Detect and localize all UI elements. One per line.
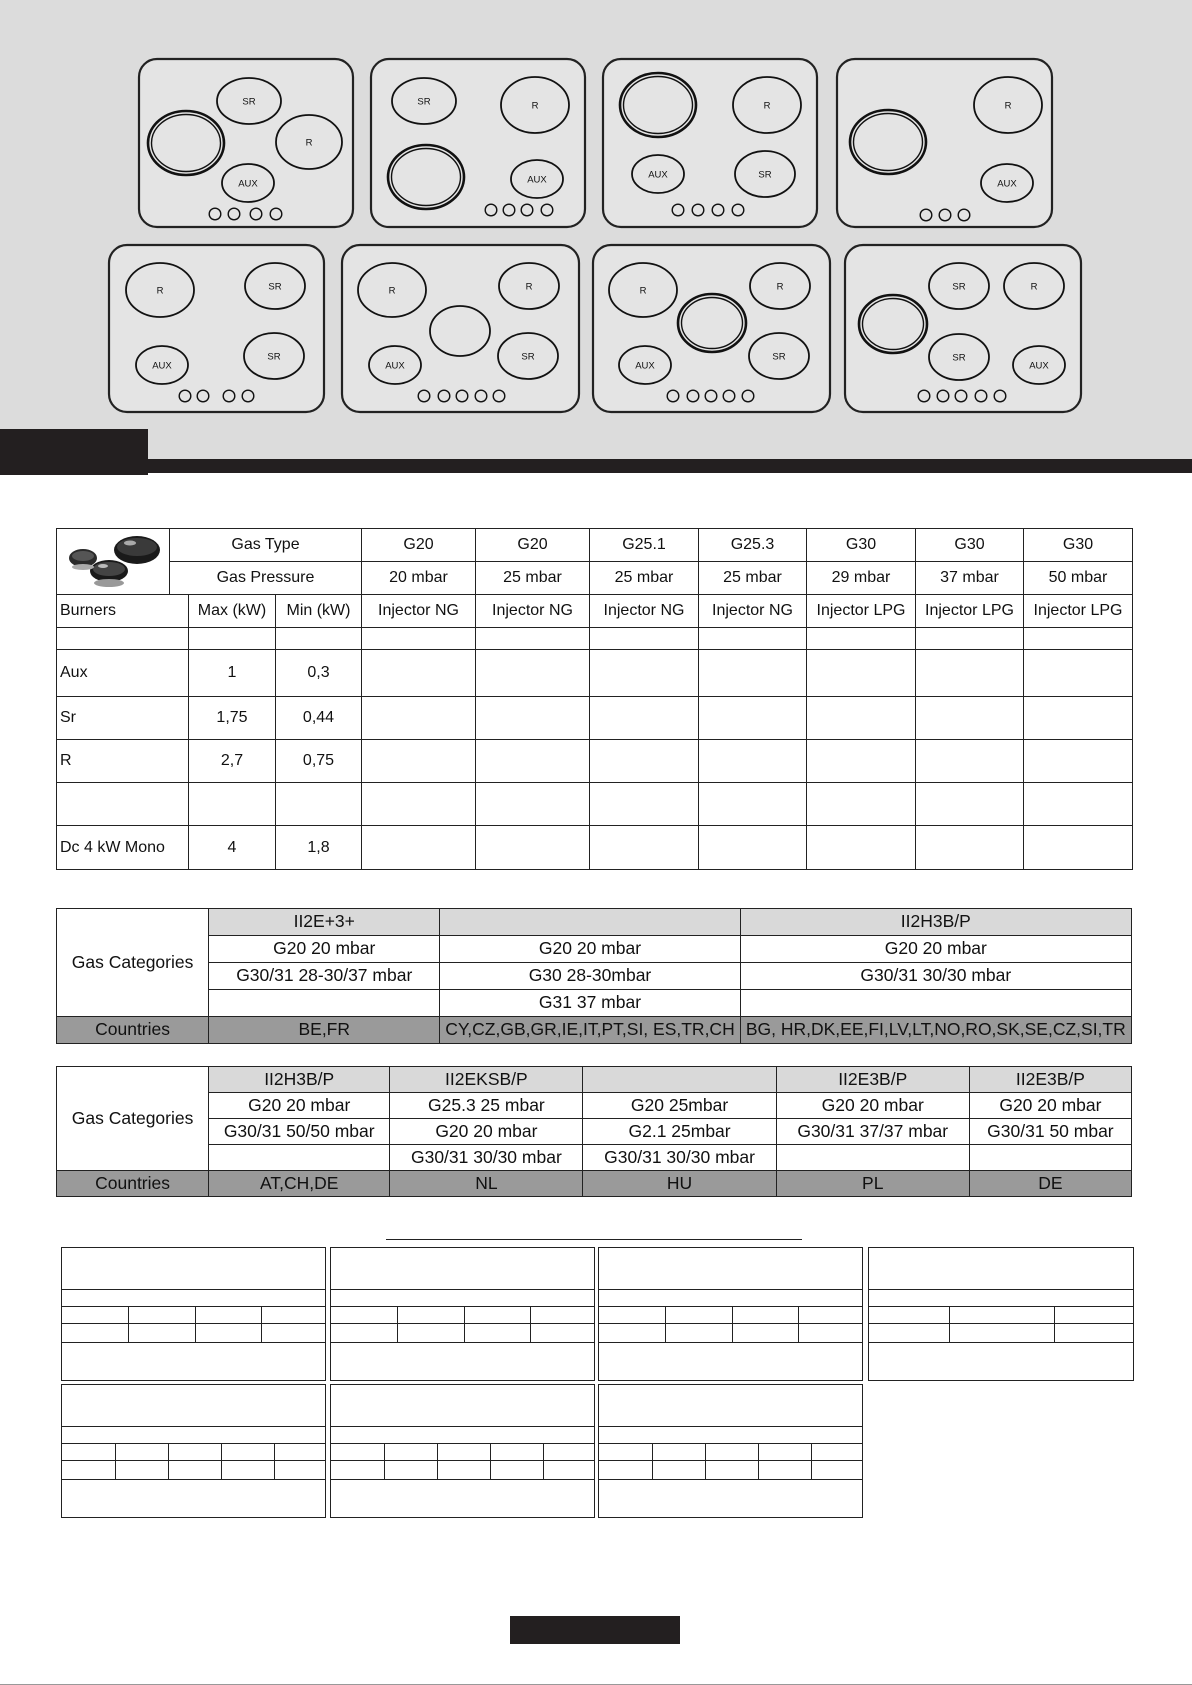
gas-type-label: Gas Type <box>170 529 362 562</box>
category-gas: G30/31 50/50 mbar <box>209 1119 390 1145</box>
injector-cell <box>807 826 916 870</box>
label-rule <box>599 1460 862 1461</box>
injector-cell <box>1024 826 1133 870</box>
label-column-rule <box>128 1306 129 1342</box>
category-gas: G30/31 50 mbar <box>969 1119 1131 1145</box>
label-column-rule <box>437 1443 438 1479</box>
category-gas <box>209 990 440 1017</box>
burner-label: R <box>388 285 396 297</box>
table-row <box>57 783 1133 826</box>
col-header-injector: Injector LPG <box>807 595 916 628</box>
injector-cell <box>699 826 807 870</box>
category-countries: CY,CZ,GB,GR,IE,IT,PT,SI, ES,TR,CH <box>440 1017 740 1044</box>
col-header-injector: Injector LPG <box>916 595 1024 628</box>
label-column-rule <box>274 1443 275 1479</box>
injector-cell <box>362 826 476 870</box>
injector-cell <box>699 628 807 650</box>
burner-name: Sr <box>57 697 189 740</box>
injector-cell <box>362 740 476 783</box>
label-column-rule <box>168 1443 169 1479</box>
gas-type: G20 <box>362 529 476 562</box>
label-rule <box>62 1479 325 1480</box>
burner-label: SR <box>268 281 282 293</box>
category-gas <box>776 1145 969 1171</box>
burner-min: 0,75 <box>276 740 362 783</box>
gas-type: G25.1 <box>590 529 699 562</box>
label-column-rule <box>397 1306 398 1342</box>
label-column-rule <box>490 1443 491 1479</box>
gas-burners-icon <box>61 531 165 593</box>
injector-cell <box>590 650 699 697</box>
burner-label: SR <box>521 351 535 363</box>
injector-cell <box>807 628 916 650</box>
label-column-rule <box>195 1306 196 1342</box>
burner-label: R <box>639 285 647 297</box>
category-countries: AT,CH,DE <box>209 1171 390 1197</box>
injector-cell <box>807 740 916 783</box>
category-countries: PL <box>776 1171 969 1197</box>
category-gas: G30/31 28-30/37 mbar <box>209 963 440 990</box>
burner-label: AUX <box>648 169 668 181</box>
label-rule <box>62 1323 325 1324</box>
burner-label: R <box>156 285 164 297</box>
injector-cell <box>476 783 590 826</box>
table-row <box>57 826 1133 870</box>
injector-cell <box>1024 650 1133 697</box>
category-gas: G20 25mbar <box>583 1093 776 1119</box>
injector-cell <box>476 697 590 740</box>
burner-label: AUX <box>1029 360 1049 372</box>
burner-label: SR <box>952 352 966 364</box>
col-header-injector: Injector NG <box>476 595 590 628</box>
label-rule <box>331 1479 594 1480</box>
label-column-rule <box>652 1443 653 1479</box>
section-divider-bar <box>0 459 1192 473</box>
label-column-rule <box>732 1306 733 1342</box>
burner-label: R <box>525 281 533 293</box>
burner-label: AUX <box>238 178 258 190</box>
label-rule <box>599 1426 862 1427</box>
label-rule <box>331 1443 594 1444</box>
injector-cell <box>362 783 476 826</box>
category-header: II2H3B/P <box>740 909 1131 936</box>
injector-cell <box>1024 740 1133 783</box>
category-header: II2EKSB/P <box>390 1067 583 1093</box>
burner-label: SR <box>267 351 281 363</box>
burner-min <box>276 628 362 650</box>
category-gas: G30/31 30/30 mbar <box>583 1145 776 1171</box>
burner-min: 0,3 <box>276 650 362 697</box>
label-rule <box>62 1460 325 1461</box>
label-rule <box>62 1342 325 1343</box>
burner-label: SR <box>417 96 431 108</box>
injector-cell <box>590 783 699 826</box>
section-separator-line <box>386 1239 802 1240</box>
injector-cell <box>807 783 916 826</box>
burner-label: SR <box>952 281 966 293</box>
gas-type: G20 <box>476 529 590 562</box>
gas-categories-label: Gas Categories <box>57 1067 209 1171</box>
label-rule <box>62 1306 325 1307</box>
label-column-rule <box>261 1306 262 1342</box>
label-rule <box>331 1460 594 1461</box>
injector-cell <box>476 740 590 783</box>
category-countries: BG, HR,DK,EE,FI,LV,LT,NO,RO,SK,SE,CZ,SI,TR <box>740 1017 1131 1044</box>
table-row <box>57 650 1133 697</box>
burner-min <box>276 783 362 826</box>
rating-label-box <box>61 1384 326 1518</box>
injector-cell <box>476 628 590 650</box>
burner-specification-table <box>56 528 1133 870</box>
burner-label: SR <box>242 96 256 108</box>
burner-label: R <box>776 281 784 293</box>
injector-cell <box>590 697 699 740</box>
burner-image-cell <box>57 529 170 595</box>
col-header-injector: Injector LPG <box>1024 595 1133 628</box>
burner-label: SR <box>758 169 772 181</box>
burner-max: 4 <box>189 826 276 870</box>
category-gas: G20 20 mbar <box>440 936 740 963</box>
label-column-rule <box>464 1306 465 1342</box>
burner-max: 2,7 <box>189 740 276 783</box>
label-rule <box>331 1289 594 1290</box>
category-gas: G20 20 mbar <box>390 1119 583 1145</box>
label-rule <box>331 1323 594 1324</box>
category-countries: NL <box>390 1171 583 1197</box>
gas-pressure-label: Gas Pressure <box>170 562 362 595</box>
burner-label: AUX <box>152 360 172 372</box>
category-gas: G30/31 30/30 mbar <box>390 1145 583 1171</box>
label-rule <box>869 1289 1133 1290</box>
injector-cell <box>699 697 807 740</box>
label-column-rule <box>758 1443 759 1479</box>
burner-label: AUX <box>997 178 1017 190</box>
gas-type: G30 <box>807 529 916 562</box>
countries-label: Countries <box>57 1017 209 1044</box>
rating-label-box <box>330 1384 595 1518</box>
label-column-rule <box>665 1306 666 1342</box>
rating-label-box <box>330 1247 595 1381</box>
category-gas: G20 20 mbar <box>776 1093 969 1119</box>
hob-panel <box>342 245 579 412</box>
injector-cell <box>916 783 1024 826</box>
label-column-rule <box>115 1443 116 1479</box>
label-rule <box>331 1426 594 1427</box>
burner-label: R <box>1030 281 1038 293</box>
label-column-rule <box>949 1306 950 1342</box>
burner-label: R <box>531 100 539 112</box>
injector-cell <box>807 697 916 740</box>
category-header <box>583 1067 776 1093</box>
category-gas: G30/31 30/30 mbar <box>740 963 1131 990</box>
injector-cell <box>916 740 1024 783</box>
category-countries: HU <box>583 1171 776 1197</box>
injector-cell <box>916 697 1024 740</box>
burner-max <box>189 783 276 826</box>
burner-max: 1,75 <box>189 697 276 740</box>
label-rule <box>62 1426 325 1427</box>
category-gas: G31 37 mbar <box>440 990 740 1017</box>
gas-type: G30 <box>1024 529 1133 562</box>
injector-cell <box>916 628 1024 650</box>
burner-label: AUX <box>635 360 655 372</box>
burner-name: Dc 4 kW Mono <box>57 826 189 870</box>
injector-cell <box>699 783 807 826</box>
gas-pressure: 20 mbar <box>362 562 476 595</box>
injector-cell <box>699 740 807 783</box>
burner-min: 1,8 <box>276 826 362 870</box>
burner-min: 0,44 <box>276 697 362 740</box>
injector-cell <box>916 826 1024 870</box>
col-header-injector: Injector NG <box>590 595 699 628</box>
injector-cell <box>362 697 476 740</box>
category-gas: G30 28-30mbar <box>440 963 740 990</box>
label-rule <box>62 1443 325 1444</box>
col-header-injector: Injector NG <box>362 595 476 628</box>
col-header-burners: Burners <box>57 595 189 628</box>
label-rule <box>599 1306 862 1307</box>
gas-type: G25.3 <box>699 529 807 562</box>
injector-cell <box>1024 783 1133 826</box>
category-gas: G2.1 25mbar <box>583 1119 776 1145</box>
label-rule <box>869 1342 1133 1343</box>
burner-label: SR <box>772 351 786 363</box>
category-gas: G25.3 25 mbar <box>390 1093 583 1119</box>
category-countries: DE <box>969 1171 1131 1197</box>
category-gas: G30/31 37/37 mbar <box>776 1119 969 1145</box>
category-header: II2E3B/P <box>776 1067 969 1093</box>
injector-cell <box>476 826 590 870</box>
col-header-max: Max (kW) <box>189 595 276 628</box>
injector-cell <box>590 826 699 870</box>
gas-pressure: 25 mbar <box>699 562 807 595</box>
label-rule <box>869 1306 1133 1307</box>
category-gas <box>209 1145 390 1171</box>
burner-label: R <box>305 137 313 149</box>
injector-cell <box>916 650 1024 697</box>
label-column-rule <box>530 1306 531 1342</box>
injector-cell <box>590 740 699 783</box>
gas-type: G30 <box>916 529 1024 562</box>
hob-panel <box>837 59 1052 227</box>
category-gas: G20 20 mbar <box>209 1093 390 1119</box>
table-row <box>57 740 1133 783</box>
gas-pressure: 25 mbar <box>476 562 590 595</box>
category-gas <box>740 990 1131 1017</box>
hob-panel <box>109 245 324 412</box>
category-gas: G20 20 mbar <box>969 1093 1131 1119</box>
label-column-rule <box>1054 1306 1055 1342</box>
label-rule <box>331 1306 594 1307</box>
label-rule <box>599 1342 862 1343</box>
label-rule <box>869 1323 1133 1324</box>
col-header-injector: Injector NG <box>699 595 807 628</box>
burner-name <box>57 783 189 826</box>
label-rule <box>599 1289 862 1290</box>
gas-pressure: 37 mbar <box>916 562 1024 595</box>
category-header <box>440 909 740 936</box>
table-row <box>57 697 1133 740</box>
category-header: II2E3B/P <box>969 1067 1131 1093</box>
burner-max: 1 <box>189 650 276 697</box>
injector-cell <box>807 650 916 697</box>
label-column-rule <box>543 1443 544 1479</box>
countries-label: Countries <box>57 1171 209 1197</box>
label-column-rule <box>384 1443 385 1479</box>
label-column-rule <box>811 1443 812 1479</box>
category-header: II2E+3+ <box>209 909 440 936</box>
gas-pressure: 50 mbar <box>1024 562 1133 595</box>
label-rule <box>599 1479 862 1480</box>
gas-categories-table-1 <box>56 908 1132 1044</box>
gas-categories-table-2 <box>56 1066 1132 1197</box>
hob-panel <box>845 245 1081 412</box>
burner-name: Aux <box>57 650 189 697</box>
injector-cell <box>699 650 807 697</box>
burner-label: AUX <box>385 360 405 372</box>
gas-categories-label: Gas Categories <box>57 909 209 1017</box>
col-header-min: Min (kW) <box>276 595 362 628</box>
burner-label: AUX <box>527 174 547 186</box>
rating-label-box <box>598 1247 863 1381</box>
burner-name: R <box>57 740 189 783</box>
rating-label-box <box>868 1247 1134 1381</box>
burner-label: R <box>1004 100 1012 112</box>
injector-cell <box>1024 628 1133 650</box>
label-rule <box>599 1323 862 1324</box>
label-column-rule <box>221 1443 222 1479</box>
category-countries: BE,FR <box>209 1017 440 1044</box>
table-row <box>57 628 1133 650</box>
rating-label-box <box>598 1384 863 1518</box>
category-gas: G20 20 mbar <box>740 936 1131 963</box>
page-footer-box <box>510 1616 680 1644</box>
gas-pressure: 25 mbar <box>590 562 699 595</box>
label-rule <box>599 1443 862 1444</box>
injector-cell <box>1024 697 1133 740</box>
label-column-rule <box>798 1306 799 1342</box>
injector-cell <box>362 628 476 650</box>
rating-label-box <box>61 1247 326 1381</box>
hob-panel <box>593 245 830 412</box>
burner-name <box>57 628 189 650</box>
gas-pressure: 29 mbar <box>807 562 916 595</box>
burner-label: R <box>763 100 771 112</box>
hob-layouts-diagram <box>0 0 1192 430</box>
label-rule <box>331 1342 594 1343</box>
burner-max <box>189 628 276 650</box>
injector-cell <box>476 650 590 697</box>
category-gas: G20 20 mbar <box>209 936 440 963</box>
category-gas <box>969 1145 1131 1171</box>
injector-cell <box>362 650 476 697</box>
category-header: II2H3B/P <box>209 1067 390 1093</box>
label-column-rule <box>705 1443 706 1479</box>
label-rule <box>62 1289 325 1290</box>
injector-cell <box>590 628 699 650</box>
